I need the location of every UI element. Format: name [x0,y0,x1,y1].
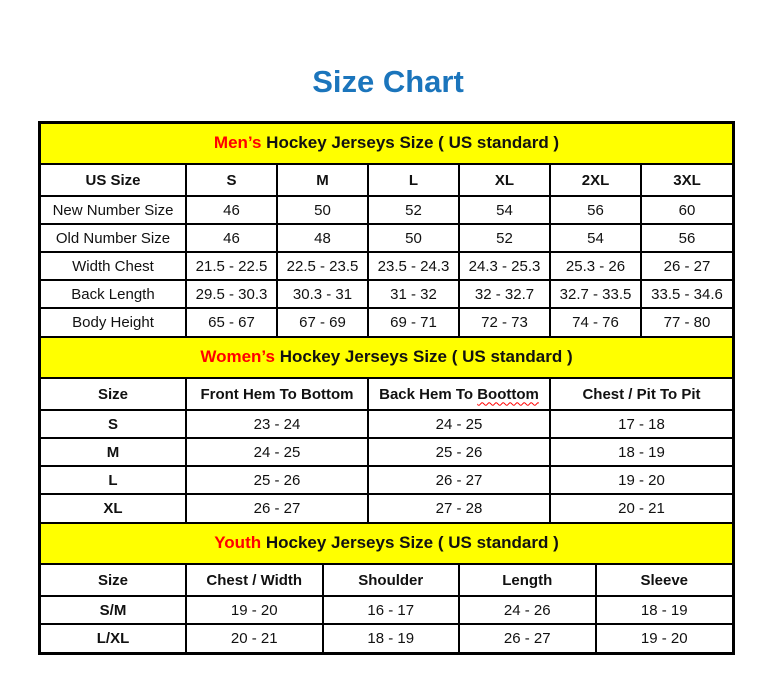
size-value-cell: 65 - 67 [186,308,277,336]
size-value-cell: 29.5 - 30.3 [186,280,277,308]
size-value-cell: 67 - 69 [277,308,368,336]
size-value-cell: 50 [277,196,368,224]
size-value-cell: 26 - 27 [186,494,368,522]
row-label: New Number Size [41,196,186,224]
header-row [41,165,732,196]
row-label: XL [41,494,186,522]
row-label: S [41,410,186,438]
section-youth [41,522,732,652]
size-value-cell: 19 - 20 [550,466,732,494]
womens-size-table [41,379,732,522]
youth-section-header-rest: Hockey Jerseys Size ( US standard ) [261,533,559,552]
row-label: Width Chest [41,252,186,280]
column-header: S [186,165,277,196]
size-value-cell: 18 - 19 [596,596,733,624]
size-value-cell: 17 - 18 [550,410,732,438]
size-value-cell: 20 - 21 [550,494,732,522]
table-row [41,252,732,280]
size-value-cell: 25 - 26 [186,466,368,494]
size-value-cell: 74 - 76 [550,308,641,336]
womens-section-header-highlight: Women’s [200,347,275,366]
size-value-cell: 60 [641,196,732,224]
womens-section-header [41,336,732,379]
table-row [41,280,732,308]
size-value-cell: 69 - 71 [368,308,459,336]
header-row [41,565,732,596]
youth-section-header [41,522,732,565]
size-value-cell: 32.7 - 33.5 [550,280,641,308]
size-chart-table-block [38,121,735,655]
size-value-cell: 33.5 - 34.6 [641,280,732,308]
size-value-cell: 24 - 26 [459,596,596,624]
column-header: Chest / Width [186,565,323,596]
column-header [368,379,550,410]
size-value-cell: 25.3 - 26 [550,252,641,280]
size-value-cell: 23 - 24 [186,410,368,438]
table-row [41,224,732,252]
column-header: L [368,165,459,196]
mens-section-header-rest: Hockey Jerseys Size ( US standard ) [261,133,560,152]
size-value-cell: 25 - 26 [368,438,550,466]
row-label: L [41,466,186,494]
size-value-cell: 19 - 20 [596,624,733,652]
row-label: Back Length [41,280,186,308]
table-row [41,438,732,466]
size-value-cell: 54 [550,224,641,252]
size-value-cell: 30.3 - 31 [277,280,368,308]
row-label: Body Height [41,308,186,336]
column-header: Chest / Pit To Pit [550,379,732,410]
size-value-cell: 72 - 73 [459,308,550,336]
mens-section-header [41,124,732,165]
section-womens [41,336,732,522]
size-value-cell: 22.5 - 23.5 [277,252,368,280]
mens-size-table [41,165,732,336]
size-value-cell: 54 [459,196,550,224]
womens-section-header-rest: Hockey Jerseys Size ( US standard ) [274,347,573,366]
size-value-cell: 18 - 19 [323,624,460,652]
size-value-cell: 20 - 21 [186,624,323,652]
size-value-cell: 77 - 80 [641,308,732,336]
size-value-cell: 24 - 25 [368,410,550,438]
size-value-cell: 52 [368,196,459,224]
size-value-cell: 26 - 27 [368,466,550,494]
column-header: 2XL [550,165,641,196]
row-label: Old Number Size [41,224,186,252]
size-value-cell: 26 - 27 [641,252,732,280]
page-title: Size Chart [312,64,464,99]
row-label: S/M [41,596,186,624]
youth-size-table [41,565,732,652]
column-header: Size [41,379,186,410]
size-value-cell: 27 - 28 [368,494,550,522]
table-row [41,466,732,494]
size-value-cell: 56 [550,196,641,224]
size-value-cell: 19 - 20 [186,596,323,624]
header-row [41,379,732,410]
section-mens [41,124,732,336]
table-row [41,624,732,652]
column-header: Shoulder [323,565,460,596]
size-value-cell: 48 [277,224,368,252]
size-value-cell: 31 - 32 [368,280,459,308]
table-row [41,196,732,224]
column-header: Size [41,565,186,596]
table-row [41,596,732,624]
size-value-cell: 52 [459,224,550,252]
size-value-cell: 21.5 - 22.5 [186,252,277,280]
size-value-cell: 56 [641,224,732,252]
column-header: Front Hem To Bottom [186,379,368,410]
column-header: Length [459,565,596,596]
youth-section-header-highlight: Youth [214,533,262,552]
misspelled-word: Boottom [477,385,539,403]
column-header: Sleeve [596,565,733,596]
size-value-cell: 23.5 - 24.3 [368,252,459,280]
size-value-cell: 46 [186,224,277,252]
size-value-cell: 16 - 17 [323,596,460,624]
size-value-cell: 18 - 19 [550,438,732,466]
size-value-cell: 24.3 - 25.3 [459,252,550,280]
column-header: 3XL [641,165,732,196]
size-value-cell: 46 [186,196,277,224]
size-value-cell: 50 [368,224,459,252]
column-header: M [277,165,368,196]
table-row [41,410,732,438]
size-value-cell: 32 - 32.7 [459,280,550,308]
column-header: XL [459,165,550,196]
column-header-text: Back Hem To [379,385,478,403]
size-value-cell: 24 - 25 [186,438,368,466]
size-value-cell: 26 - 27 [459,624,596,652]
table-row [41,494,732,522]
row-label: L/XL [41,624,186,652]
column-header: US Size [41,165,186,196]
table-row [41,308,732,336]
row-label: M [41,438,186,466]
mens-section-header-highlight: Men’s [213,133,262,152]
